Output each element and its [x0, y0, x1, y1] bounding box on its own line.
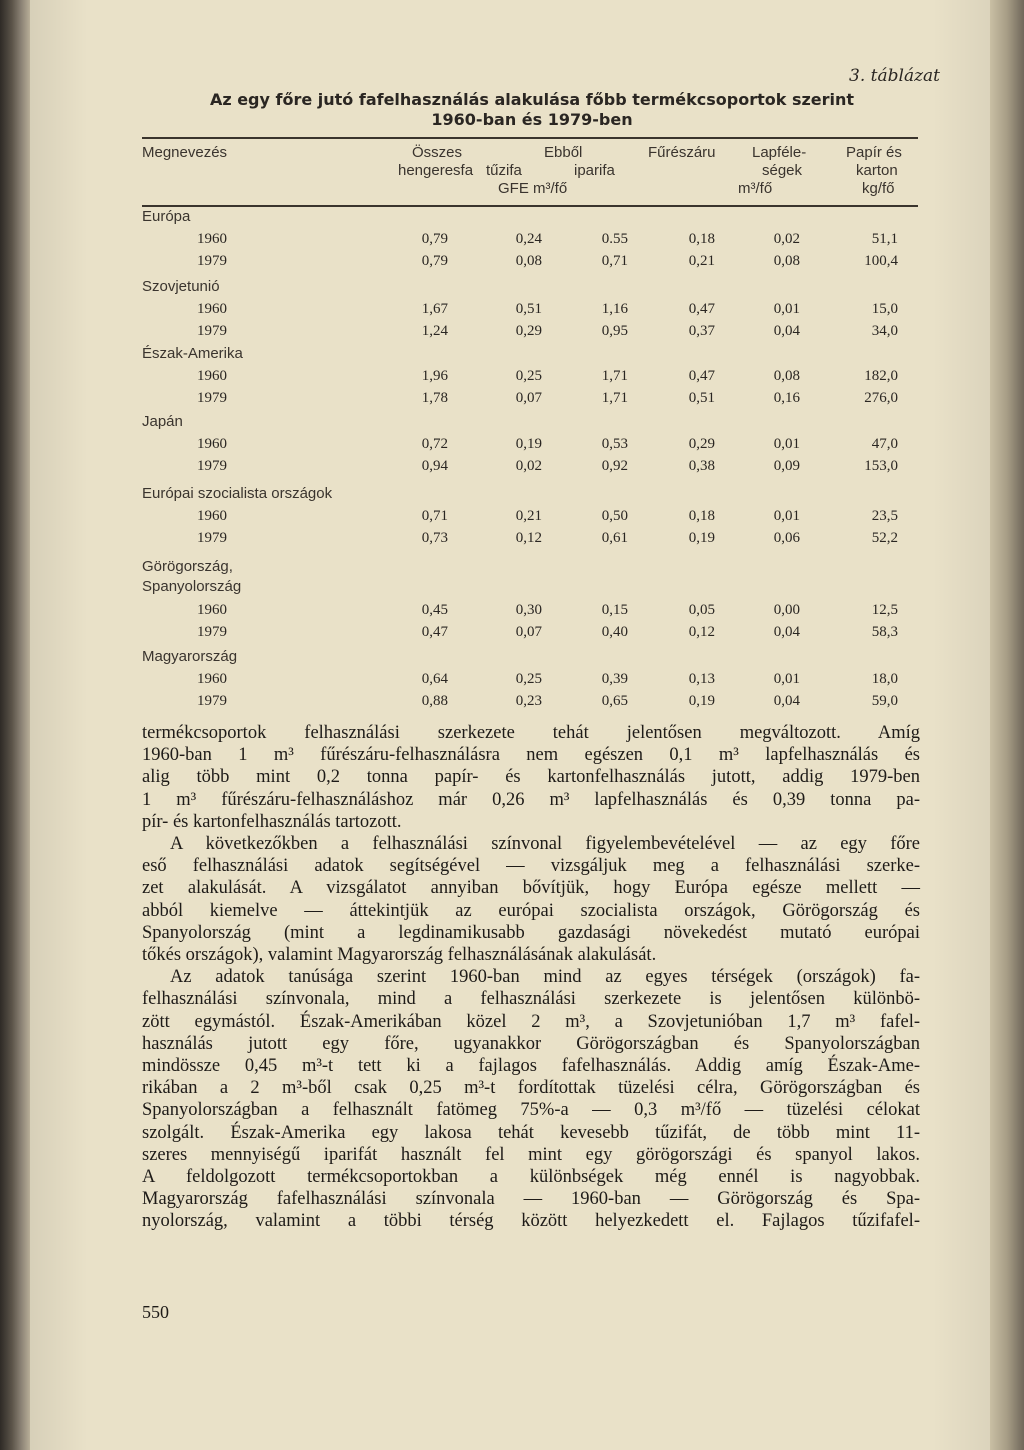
table-group-name: Európai szocialista országok	[142, 485, 333, 502]
table-row-year: 1960	[197, 301, 227, 317]
table-cell: 0,38	[688, 458, 715, 474]
table-cell: 0,79	[421, 231, 448, 247]
header-lapfelesegek: Lapféle-	[752, 144, 807, 161]
table-group-name: Magyarország	[142, 648, 238, 665]
table-cell: 0,95	[601, 323, 628, 339]
table-cell: 0,25	[515, 368, 542, 384]
table-row-year: 1979	[197, 390, 227, 406]
table-cell: 0,02	[773, 231, 800, 247]
table-cell: 0.55	[601, 231, 628, 247]
header-unit-kg: kg/fő	[862, 180, 895, 197]
table-cell: 0,01	[773, 301, 800, 317]
table-group-name: Görögország,	[142, 558, 233, 575]
table-cell: 0,08	[773, 368, 800, 384]
table-cell: 0,40	[601, 624, 628, 640]
table-cell: 100,4	[864, 253, 898, 269]
table-cell: 0,30	[515, 602, 542, 618]
table-cell: 0,18	[688, 231, 715, 247]
table-cell: 0,18	[688, 508, 715, 524]
table-cell: 0,71	[421, 508, 448, 524]
table-row-year: 1979	[197, 624, 227, 640]
body-text-line: A következőkben a felhasználási színvonal figyelembevételével — az egy főre	[170, 834, 920, 855]
body-text-line: alig több mint 0,2 tonna papír- és kartonfelhasználás jutott, addig 1979-ben	[142, 767, 920, 788]
table-cell: 0,47	[688, 368, 715, 384]
table-cell: 0,13	[688, 671, 715, 687]
table-cell: 0,19	[688, 530, 715, 546]
table-cell: 0,29	[515, 323, 542, 339]
table-row-year: 1960	[197, 231, 227, 247]
table-row-year: 1960	[197, 436, 227, 452]
table-cell: 0,21	[515, 508, 542, 524]
body-text-line: 1960-ban 1 m³ fűrészáru-felhasználásra nem egészen 0,1 m³ lapfelhasználás és	[142, 745, 920, 766]
table-cell: 59,0	[871, 693, 898, 709]
header-lapfelesegek-2: ségek	[762, 162, 803, 179]
table-cell: 0,92	[601, 458, 628, 474]
header-osszes: Összes	[412, 144, 463, 161]
table-cell: 1,67	[421, 301, 448, 317]
table-cell: 0,25	[515, 671, 542, 687]
table-cell: 1,96	[421, 368, 448, 384]
table-cell: 0,23	[515, 693, 542, 709]
table-cell: 0,00	[773, 602, 800, 618]
table-subtitle: 1960-ban és 1979-ben	[431, 110, 633, 129]
header-tuzifa: tűzifa	[486, 162, 522, 179]
table-cell: 0,53	[601, 436, 628, 452]
table-cell: 0,12	[688, 624, 715, 640]
table-cell: 0,47	[688, 301, 715, 317]
table-cell: 276,0	[864, 390, 898, 406]
table-cell: 23,5	[871, 508, 898, 524]
table-cell: 0,12	[515, 530, 542, 546]
body-text-line: Magyarország fafelhasználási színvonala — 1960-ban — Görögország és Spa-	[142, 1189, 920, 1210]
table-group-name: Észak-Amerika	[142, 345, 243, 362]
table-cell: 0,72	[421, 436, 448, 452]
table-cell: 0,04	[773, 323, 800, 339]
table-cell: 0,71	[601, 253, 628, 269]
table-cell: 0,37	[688, 323, 715, 339]
body-text-line: szolgált. Észak-Amerika egy lakosa tehát kevesebb tűzifát, de több mint 11-	[142, 1122, 920, 1143]
table-cell: 0,09	[773, 458, 800, 474]
table-row-year: 1979	[197, 530, 227, 546]
table-cell: 0,01	[773, 436, 800, 452]
table-cell: 0,51	[515, 301, 542, 317]
table-group-name: Európa	[142, 208, 191, 225]
table-group-name: Szovjetunió	[142, 278, 220, 295]
table-cell: 0,07	[515, 624, 542, 640]
table-cell: 0,45	[421, 602, 448, 618]
table-cell: 0,19	[515, 436, 542, 452]
body-text-line: zött egymástól. Észak-Amerikában közel 2 m³, a Szovjetunióban 1,7 m³ fafel-	[142, 1011, 920, 1032]
table-cell: 0,61	[601, 530, 628, 546]
table-cell: 0,01	[773, 508, 800, 524]
table-cell: 0,08	[515, 253, 542, 269]
table-row-year: 1979	[197, 253, 227, 269]
table-cell: 0,06	[773, 530, 800, 546]
table-cell: 0,51	[688, 390, 715, 406]
table-cell: 1,16	[601, 301, 628, 317]
page-edge	[990, 0, 1024, 1450]
table-cell: 0,04	[773, 624, 800, 640]
header-unit-m3: m³/fő	[738, 180, 773, 197]
body-text-line: pír- és kartonfelhasználás tartozott.	[142, 811, 402, 832]
table-cell: 0,88	[421, 693, 448, 709]
body-text-line: felhasználási színvonala, mind a felhasználási szerkezete is jelentősen különbö-	[142, 989, 920, 1010]
table-cell: 0,16	[773, 390, 800, 406]
table-row-year: 1979	[197, 458, 227, 474]
table-cell: 15,0	[871, 301, 898, 317]
book-binding-shadow	[0, 0, 30, 1450]
table-cell: 0,15	[601, 602, 628, 618]
table-cell: 0,19	[688, 693, 715, 709]
header-iparifa: iparifa	[574, 162, 615, 179]
table-row-year: 1960	[197, 508, 227, 524]
table-cell: 1,78	[421, 390, 448, 406]
table-group-name-line2: Spanyolország	[142, 578, 242, 595]
table-row-year: 1979	[197, 693, 227, 709]
body-text-line: Az adatok tanúsága szerint 1960-ban mind az egyes térségek (országok) fa-	[170, 967, 920, 988]
header-papir: Papír és	[846, 144, 902, 161]
header-hengeresfa: hengeresfa	[398, 162, 474, 179]
table-cell: 0,08	[773, 253, 800, 269]
table-cell: 0,01	[773, 671, 800, 687]
header-ebbol: Ebből	[544, 144, 583, 161]
table-cell: 51,1	[871, 231, 898, 247]
table-row-year: 1960	[197, 602, 227, 618]
table-cell: 0,94	[421, 458, 448, 474]
table-cell: 0,50	[601, 508, 628, 524]
table-cell: 0,02	[515, 458, 542, 474]
table-cell: 18,0	[871, 671, 898, 687]
body-text-line: használás jutott egy főre, ugyanakkor Görögországban és Spanyolországban	[142, 1033, 920, 1054]
body-text-line: Spanyolország (mint a legdinamikusabb gazdasági növekedést mutató európai	[142, 922, 920, 943]
body-text-line: eső felhasználási adatok segítségével — vizsgáljuk meg a felhasználási szerke-	[142, 856, 920, 877]
table-group-name: Japán	[142, 413, 183, 430]
table-cell: 0,29	[688, 436, 715, 452]
table-cell: 0,24	[515, 231, 542, 247]
header-megnevezes: Megnevezés	[142, 144, 228, 161]
page-number: 550	[142, 1302, 169, 1322]
table-cell: 1,71	[601, 368, 628, 384]
table-cell: 0,47	[421, 624, 448, 640]
table-header-rule	[142, 205, 918, 207]
table-cell: 153,0	[864, 458, 898, 474]
table-cell: 0,65	[601, 693, 628, 709]
body-text-line: nyolország, valamint a többi térség között helyezkedett el. Fajlagos tűzifafel-	[142, 1211, 920, 1232]
table-cell: 0,64	[421, 671, 448, 687]
body-text	[142, 722, 920, 1233]
body-text-line: tőkés országok), valamint Magyarország felhasználásának alakulását.	[142, 945, 657, 966]
table-top-rule	[142, 137, 918, 139]
table-title: Az egy főre jutó fafelhasználás alakulása főbb termékcsoportok szerint	[209, 90, 855, 109]
table-cell: 0,79	[421, 253, 448, 269]
body-text-line: mindössze 0,45 m³-t tett ki a fajlagos fafelhasználás. Addig amíg Észak-Ame-	[142, 1056, 920, 1077]
header-unit-gfe: GFE m³/fő	[498, 180, 568, 197]
table-row-year: 1979	[197, 323, 227, 339]
table-cell: 47,0	[871, 436, 898, 452]
table-cell: 0,04	[773, 693, 800, 709]
table-cell: 34,0	[871, 323, 898, 339]
header-fureszaru: Fűrészáru	[648, 144, 716, 161]
table-cell: 0,07	[515, 390, 542, 406]
table-number: 3. táblázat	[849, 66, 940, 86]
table-cell: 182,0	[864, 368, 898, 384]
table-cell: 0,05	[688, 602, 715, 618]
table-cell: 0,21	[688, 253, 715, 269]
table-cell: 1,71	[601, 390, 628, 406]
body-text-line: Spanyolországban a felhasznált fatömeg 75%-a — 0,3 m³/fő — tüzelési célokat	[142, 1100, 920, 1121]
table-cell: 1,24	[421, 323, 448, 339]
body-text-line: abból kiemelve — áttekintjük az európai szocialista országok, Görögország és	[142, 900, 920, 921]
body-text-line: zet alakulását. A vizsgálatot annyiban bővítjük, hogy Európa egésze mellett —	[142, 878, 920, 899]
body-text-line: szeres mennyiségű iparifát használt fel mint egy görögországi és spanyol lakos.	[142, 1144, 920, 1165]
header-karton: karton	[856, 162, 898, 179]
table-cell: 52,2	[871, 530, 898, 546]
body-text-line: 1 m³ fűrészáru-felhasználáshoz már 0,26 m³ lapfelhasználás és 0,39 tonna pa-	[142, 789, 920, 810]
table-cell: 12,5	[871, 602, 898, 618]
table-row-year: 1960	[197, 368, 227, 384]
table-cell: 0,73	[421, 530, 448, 546]
body-text-line: termékcsoportok felhasználási szerkezete tehát jelentősen megváltozott. Amíg	[142, 723, 920, 743]
table-row-year: 1960	[197, 671, 227, 687]
body-text-line: A feldolgozott termékcsoportokban a különbségek még ennél is nagyobbak.	[142, 1167, 920, 1188]
table-cell: 0,39	[601, 671, 628, 687]
body-text-line: rikában a 2 m³-ből csak 0,25 m³-t fordítottak tüzelési célra, Görögországban és	[142, 1078, 920, 1099]
table-cell: 58,3	[871, 624, 898, 640]
